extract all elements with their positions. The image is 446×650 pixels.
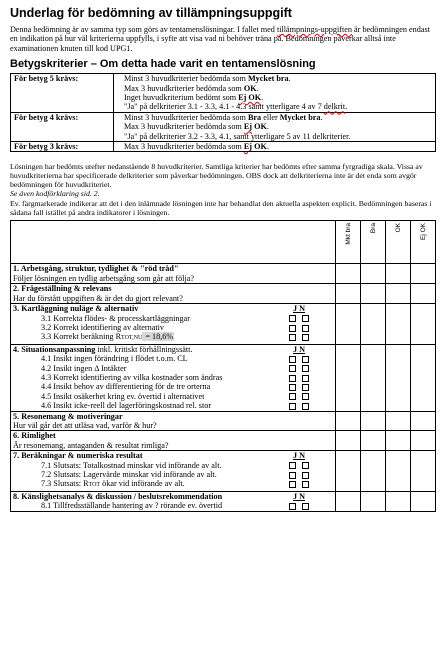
grade-criteria-table [10,73,436,152]
rating-cell[interactable] [411,411,436,431]
criterion-6-title: 6. Rimlighet [13,431,56,441]
grade-3-requirements: Max 3 huvudkriterier bedömda som Ej OK. [114,142,436,152]
checkbox-no[interactable] [302,334,309,341]
document-page [10,6,436,512]
checkbox-yes[interactable] [289,384,296,391]
rating-cell[interactable] [361,451,386,492]
checkbox-yes[interactable] [289,365,296,372]
jn-header: J N [292,344,306,354]
checkbox-yes[interactable] [289,315,296,322]
rating-cell[interactable] [386,264,411,284]
checkbox-no[interactable] [302,481,309,488]
criteria-table [10,220,436,511]
rating-cell[interactable] [336,284,361,304]
criterion-2-desc: Har du förstått uppgiften & är det du gjort relevant? [13,293,183,303]
rating-cell[interactable] [361,344,386,411]
rating-cell[interactable] [336,431,361,451]
checkbox-yes[interactable] [289,356,296,363]
jn-header: J N [292,451,306,461]
intro-text-cont: är bedömningen endast en indikation på hur väl kriterierna uppfylls, i syfte att visa vad ni behöver träna på. Bedömningen påverkar alltså inte examinationen knuten till kod UPG1. [10,25,430,53]
criterion-1-desc: Följer lösningen en tydlig arbetsgång som går att följa? [13,273,194,283]
rating-cell[interactable] [336,344,361,411]
col-header-ok: OK [386,221,411,264]
checkbox-yes[interactable] [289,481,296,488]
grade-3-row [11,142,436,152]
grade-5-row [11,74,436,113]
grade-4-label: För betyg 4 krävs: [11,112,114,141]
criterion-6-row [11,431,436,451]
criterion-2-row [11,284,436,304]
checkbox-yes[interactable] [289,375,296,382]
checkbox-yes[interactable] [289,462,296,469]
rating-cell[interactable] [361,264,386,284]
checkbox-no[interactable] [302,403,309,410]
checkbox-yes[interactable] [289,325,296,332]
assessment-notes [10,162,436,217]
criterion-4-row: 4. Situationsanpassning inkl. kritiskt förhållningssätt. J N 4.1 Insikt ingen förändring i flödet t.o.m. CL 4.2 Insikt ingen Δ Intäkter 4.3 Korrekt identifiering av vilka kostnader som ändras 4.4 Insikt behov av differentiering för de tre orterna 4.5 Insikt osäkerhet kring ev. övertid i alternativet 4.6 Insikt icke-reell del lagerföringskostnad rel. stor [11,344,436,411]
jn-header: J N [292,491,306,501]
checkbox-yes[interactable] [289,503,296,510]
rating-cell[interactable] [336,411,361,431]
checkbox-no[interactable] [302,472,309,479]
rating-cell[interactable] [411,284,436,304]
rating-cell[interactable] [361,491,386,511]
criterion-3-row: 3. Kartläggning nuläge & alternativ J N 3.1 Korrekta flödes- & processkartläggningar 3.2 Korrekt identifiering av alternativ 3.3 Korrekt beräkning RTOT,NU = 18,6% [11,304,436,345]
rating-cell[interactable] [336,491,361,511]
rating-cell[interactable] [411,431,436,451]
rating-cell[interactable] [336,304,361,345]
notes-paragraph-1: Lösningen har bedömts utefter nedanstående 8 huvudkriterier. Samtliga kriterier har bedömts efter samma fyrgradiga skala. Vissa av huvudkriterierna har specificerade delkriterier som påverkar bedömningen. OBS dock att delkriterierna inte är det enda som avgör bedömningen för huvudkriteriet. Se även kodförklaring sid. 2. [10,162,423,199]
checkbox-no[interactable] [302,365,309,372]
criterion-5-row [11,411,436,431]
intro-text: Denna bedömning är av samma typ som görs av tentamenslösningar. I fallet med [10,25,277,34]
rating-cell[interactable] [361,284,386,304]
criterion-7-row: 7. Beräkningar & numeriska resultat J N 7.1 Slutsats: Totalkostnad minskar vid införande av alt. 7.2 Slutsats: Lagervärde minskar vid införande av alt. 7.3 Slutsats: RTOT ökar vid införande av alt. [11,451,436,492]
rating-cell[interactable] [386,491,411,511]
rating-cell[interactable] [386,344,411,411]
grade-criteria-heading: Betygskriterier – Om detta hade varit en tentamenslösning [10,58,316,71]
criterion-7-title: 7. Beräkningar & numeriska resultat [13,451,143,461]
rating-cell[interactable] [411,451,436,492]
rating-cell[interactable] [361,411,386,431]
criterion-6-desc: Är resonemang, antaganden & resultat rimliga? [13,440,169,450]
grade-5-requirements: Minst 3 huvudkriterier bedömda som Mycket bra. Max 3 huvudkriterier bedömda som OK. Inget huvudkriterium bedömt som Ej OK. "Ja" på delkriterier 3.1 - 3.3, 4.1 - 4.3 samt ytterligare 4 av 7 delkrit. [114,74,436,113]
rating-cell[interactable] [411,491,436,511]
rating-cell[interactable] [386,411,411,431]
checkbox-no[interactable] [302,503,309,510]
checkbox-yes[interactable] [289,393,296,400]
rating-cell[interactable] [411,304,436,345]
grade-4-requirements: Minst 3 huvudkriterier bedömda som Bra eller Mycket bra. Max 3 huvudkriterier bedömda som Ej OK. "Ja" på delkriterier 3.2 - 3.3, 4.1, samt ytterligare 5 av 11 delkriterier. [114,112,436,141]
rating-cell[interactable] [336,264,361,284]
criteria-header-blank [11,221,336,264]
grade-4-row [11,112,436,141]
criterion-2-title: 2. Frågeställning & relevans [13,284,112,294]
criterion-8-title: 8. Känslighetsanalys & diskussion / beslutsrekommendation [13,491,223,501]
criterion-4-title: 4. Situationsanpassning [13,344,96,354]
checkbox-no[interactable] [302,325,309,332]
criterion-1-row [11,264,436,284]
rating-cell[interactable] [386,431,411,451]
col-header-ej-ok: Ej OK [411,221,436,264]
rating-cell[interactable] [386,451,411,492]
rating-cell[interactable] [336,451,361,492]
col-header-bra: Bra [361,221,386,264]
intro-paragraph [10,25,436,53]
checkbox-yes[interactable] [289,334,296,341]
notes-paragraph-2: Ev. färgmarkerade indikerar att det i den inlämnade lösningen inte har behandlat den aktuella aspekten explicit. Bedömningen baseras i sådana fall istället på andra indikatorer i lösningen. [10,199,432,218]
checkbox-no[interactable] [302,384,309,391]
jn-header: J N [292,304,306,314]
grade-3-label: För betyg 3 krävs: [11,142,114,152]
checkbox-no[interactable] [302,393,309,400]
criterion-1-title: 1. Arbetsgång, struktur, tydlighet & "röd tråd" [13,264,179,274]
criterion-5-desc: Hur väl går det att utläsa vad, varför & hur? [13,420,157,430]
checkbox-yes[interactable] [289,403,296,410]
criteria-header-row [11,221,436,264]
checkbox-yes[interactable] [289,472,296,479]
criterion-3-title: 3. Kartläggning nuläge & alternativ [13,304,139,314]
rating-cell[interactable] [411,344,436,411]
grade-5-label: För betyg 5 krävs: [11,74,114,113]
col-header-mkt-bra: Mkt bra [336,221,361,264]
criterion-8-row: 8. Känslighetsanalys & diskussion / beslutsrekommendation J N 8.1 Tillfredsställande hantering av ? rörande ev. övertid [11,491,436,511]
rating-cell[interactable] [361,304,386,345]
rating-cell[interactable] [361,431,386,451]
checkbox-no[interactable] [302,315,309,322]
rating-cell[interactable] [411,264,436,284]
rating-cell[interactable] [386,304,411,345]
rating-cell[interactable] [386,284,411,304]
checkbox-no[interactable] [302,356,309,363]
intro-underlined-word: tillämpnings-uppgiften [276,25,352,34]
checkbox-no[interactable] [302,462,309,469]
criterion-5-title: 5. Resonemang & motiveringar [13,411,123,421]
page-title: Underlag för bedömning av tillämpningsuppgift [10,6,292,20]
checkbox-no[interactable] [302,375,309,382]
